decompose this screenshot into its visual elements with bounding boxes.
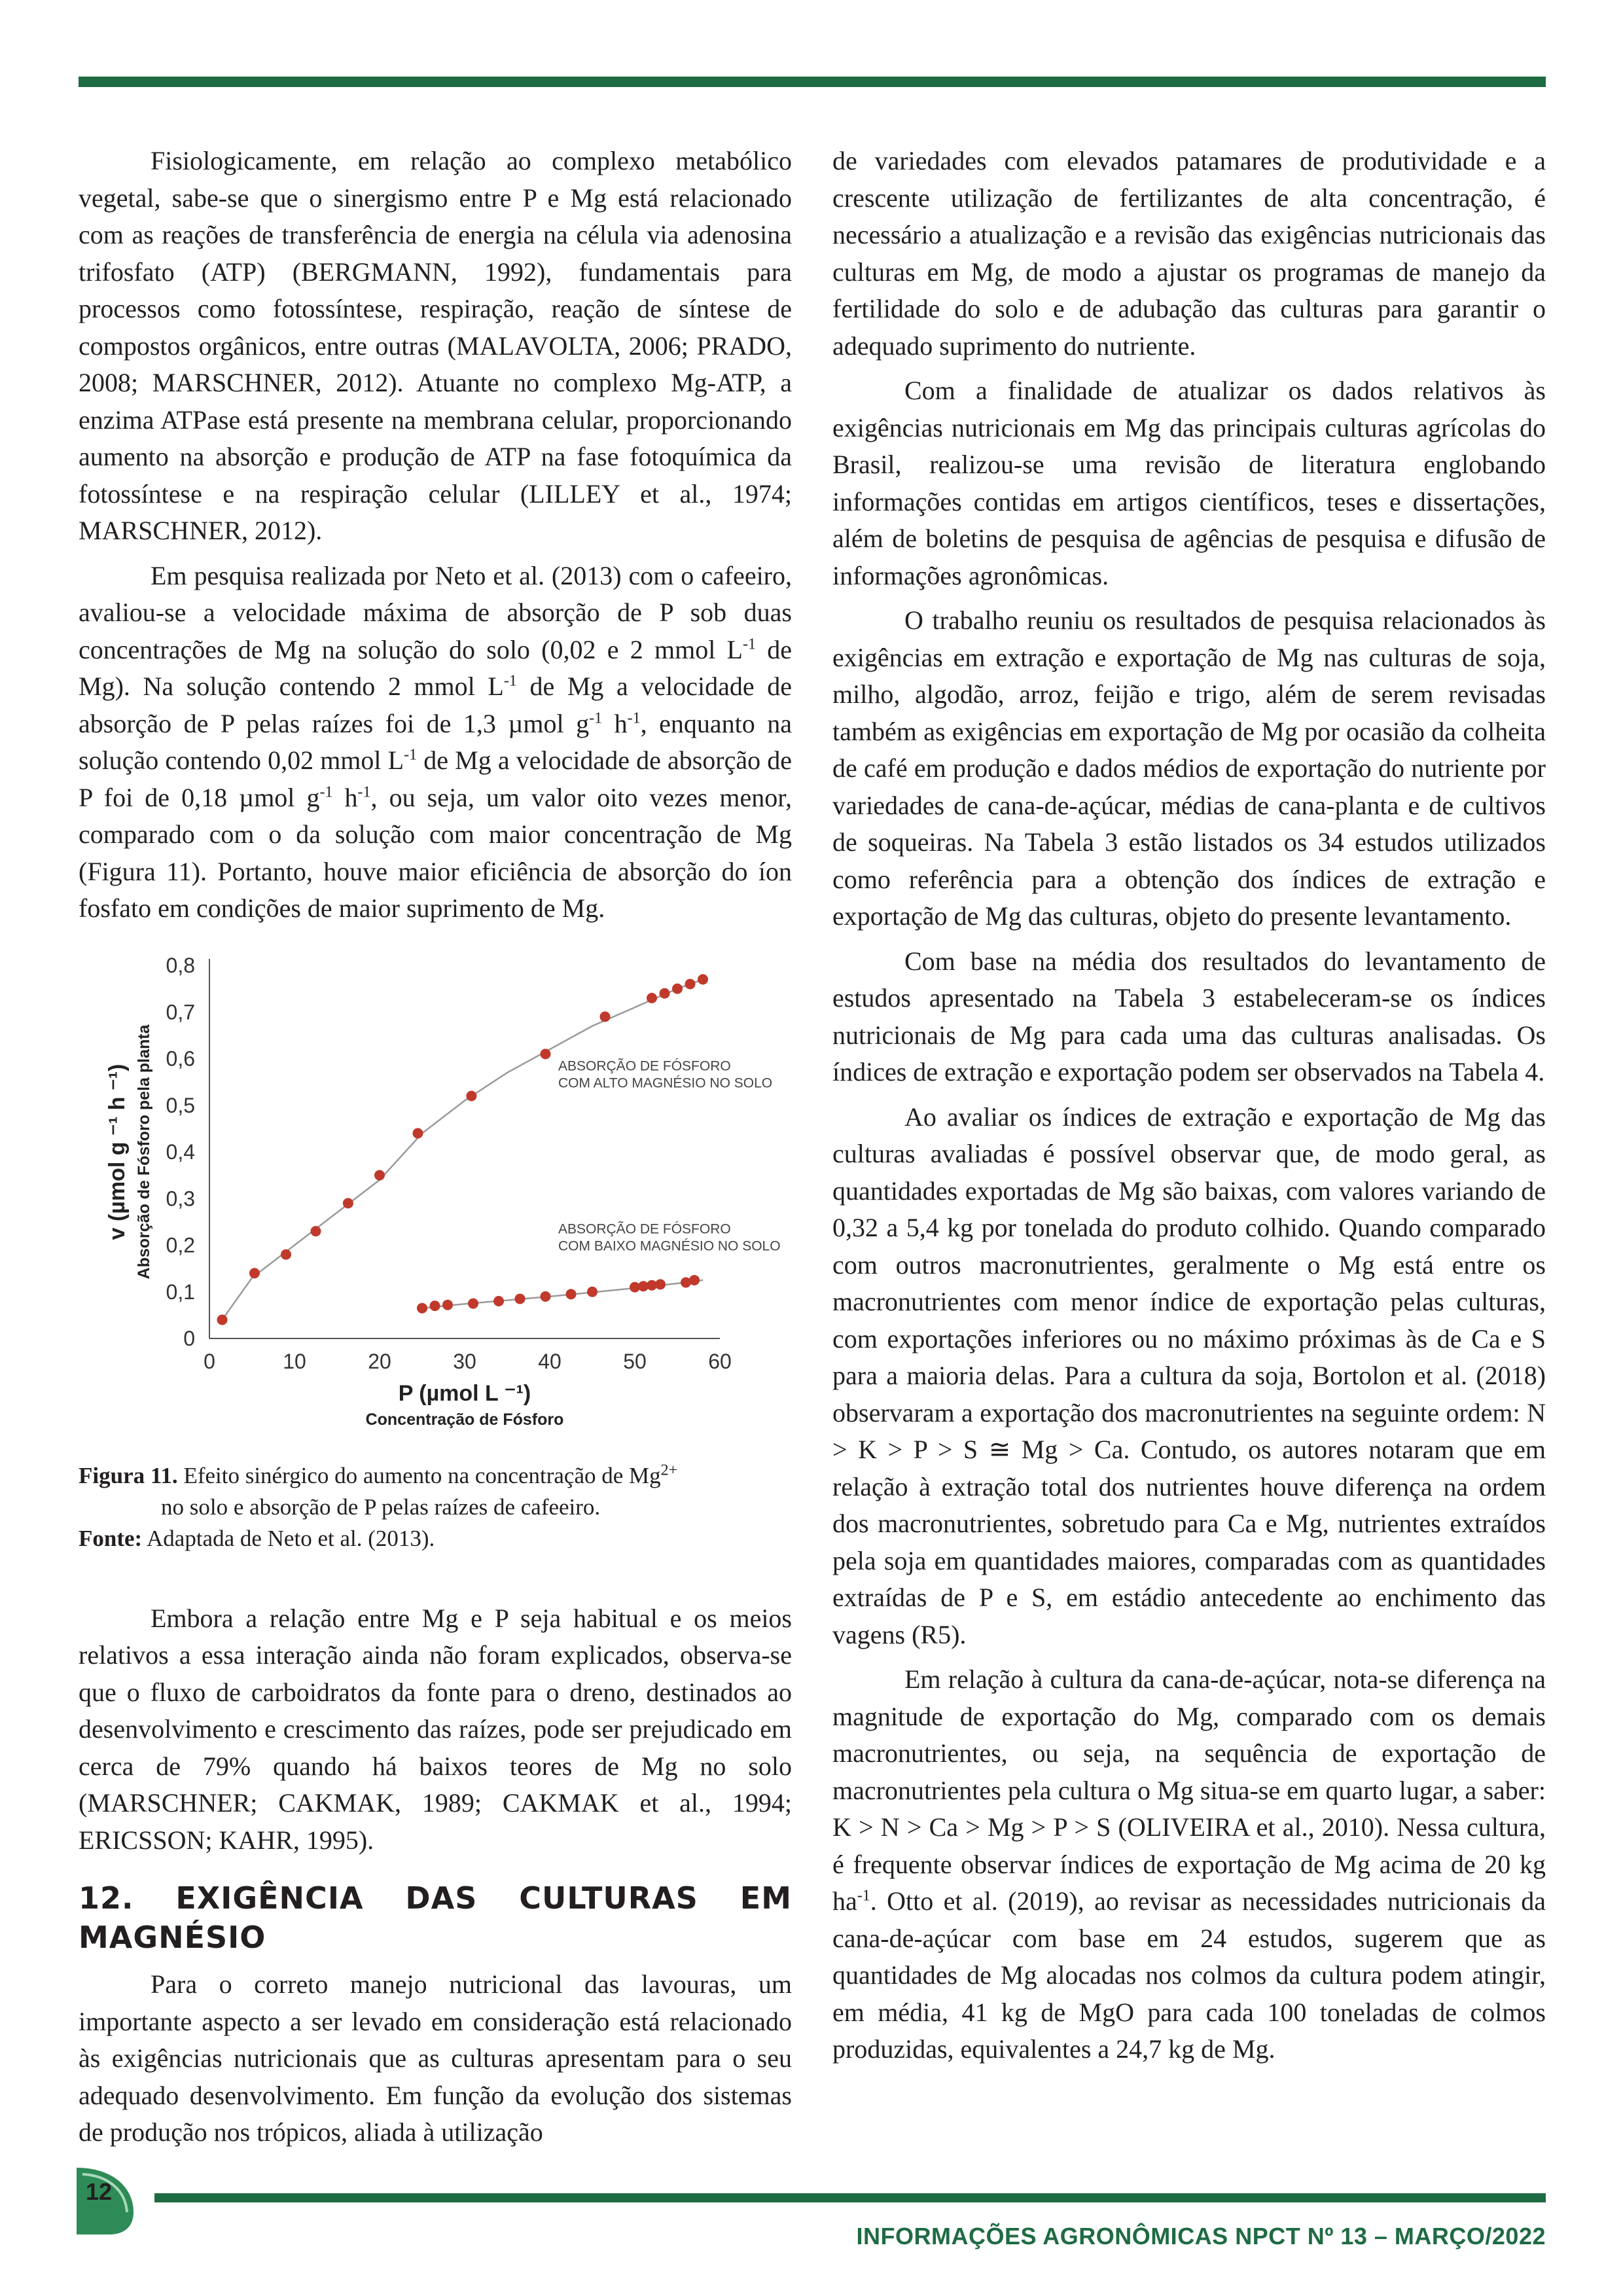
data-point-series-2 bbox=[587, 1286, 597, 1297]
x-axis-sublabel: Concentração de Fósforo bbox=[365, 1410, 564, 1429]
data-point-series-1 bbox=[374, 1170, 385, 1180]
data-point-series-2 bbox=[689, 1274, 700, 1285]
y-tick-label: 0,1 bbox=[166, 1280, 195, 1304]
data-point-series-1 bbox=[541, 1049, 551, 1059]
data-point-series-1 bbox=[698, 974, 708, 984]
paragraph: Fisiologicamente, em relação ao complexo metabólico vegetal, sabe-se que o sinergismo entre P e Mg está relacionado com as reações de transferência de energia na célula via adenosina trifosfato (ATP) (BERGMANN, 1992), fundamentais para processos como fotossíntese, respiração, reação de síntese de compostos orgânicos, entre outras (MALAVOLTA, 2006; PRADO, 2008; MARSCHNER, 2012). Atuante no complexo Mg-ATP, a enzima ATPase está presente na membrana celular, proporcionando aumento na absorção e produção de ATP na fase fotoquímica da fotossíntese e na respiração celular (LILLEY et al., 1974; MARSCHNER, 2012). bbox=[79, 146, 792, 545]
data-point-series-1 bbox=[343, 1198, 353, 1208]
paragraph: Com base na média dos resultados do levantamento de estudos apresentado na Tabela 3 estabeleceram-se os índices nutricionais de Mg para cada uma das culturas analisadas. Os índices de extração e exportação podem ser observados na Tabela 4. bbox=[832, 946, 1546, 1086]
data-point-series-1 bbox=[249, 1268, 260, 1278]
paragraph: Com a finalidade de atualizar os dados relativos às exigências nutricionais em Mg das principais culturas agrícolas do Brasil, realizou-se uma revisão de literatura englobando informações contidas em artigos científicos, teses e dissertações, além de boletins de pesquisa de agências de pesquisa e difusão de informações agronômicas. bbox=[832, 376, 1546, 590]
data-point-series-1 bbox=[672, 983, 683, 994]
y-tick-label: 0,8 bbox=[166, 953, 195, 977]
x-tick-label: 30 bbox=[453, 1349, 476, 1373]
data-point-series-1 bbox=[600, 1011, 611, 1022]
y-tick-label: 0 bbox=[183, 1326, 195, 1350]
paragraph: Ao avaliar os índices de extração e exportação de Mg das culturas avaliadas é possível observar que, de modo geral, as quantidades exportadas de Mg são baixas, com valores variando de 0,32 a 5,4 kg por tonelada do produto colhido. Quando comparado com outros macronutrientes, geralmente o Mg está entre os macronutrientes com menor índice de exportação pelas culturas, com exportações inferiores ou no máximo próximas às de Ca e S para a maioria delas. Para a cultura da soja, Bortolon et al. (2018) observaram a exportação dos macronutrientes na seguinte ordem: N > K > P > S ≅ Mg > Ca. Contudo, os autores notaram que em relação à extração total dos nutrientes houve diferença na ordem dos macronutrientes, sobretudo para Ca e Mg, nutrientes extraídos pela soja em quantidades maiores, comparadas com as quantidades extraídas de P e S, em estádio antecedente ao enchimento das vagens (R5). bbox=[832, 1102, 1546, 1649]
paragraph: Em relação à cultura da cana-de-açúcar, nota-se diferença na magnitude de exportação do Mg, comparado com os demais macronutrientes, ou seja, na sequência de exportação de macronutrientes pela cultura o Mg situa-se em quarto lugar, a saber: K > N > Ca > Mg > P > S (OLIVEIRA et al., 2010). Nessa cultura, é frequente observar índices de exportação de Mg acima de 20 kg $ha^{-1}$. Otto et al. (2019), ao revisar as necessidades nutricionais da cana-de-açúcar com base em 24 estudos, sugerem que as quantidades de Mg alocadas nos colmos da cultura podem atingir, em média, 41 kg de MgO para cada 100 toneladas de colmos produzidas, equivalentes a 24,7 kg de Mg. bbox=[832, 1664, 1546, 2064]
x-tick-label: 60 bbox=[708, 1349, 732, 1373]
figure-11-chart bbox=[79, 939, 792, 1456]
chart-svg bbox=[79, 939, 792, 1456]
data-point-series-1 bbox=[466, 1090, 476, 1101]
y-tick-label: 0,3 bbox=[166, 1186, 195, 1210]
paragraph: Para o correto manejo nutricional das lavouras, um importante aspecto a ser levado em consideração está relacionado às exigências nutricionais que as culturas apresentam para o seu adequado desenvolvimento. Em função da evolução dos sistemas de produção nos trópicos, aliada à utilização bbox=[79, 1969, 792, 2147]
y-axis-sublabel: Absorção de Fósforo pela planta bbox=[135, 1024, 153, 1279]
data-point-series-1 bbox=[413, 1128, 423, 1138]
x-tick-label: 50 bbox=[623, 1349, 647, 1373]
paragraph: Embora a relação entre Mg e P seja habitual e os meios relativos a essa interação ainda não foram explicados, observa-se que o fluxo de carboidratos da fonte para o dreno, destinados ao desenvolvimento e crescimento das raízes, pode ser prejudicado em cerca de 79% quando há baixos teores de Mg no solo (MARSCHNER; CAKMAK, 1989; CAKMAK et al., 1994; ERICSSON; KAHR, 1995). bbox=[79, 1603, 792, 1855]
data-point-series-2 bbox=[566, 1289, 577, 1299]
series-annotation-1: COM ALTO MAGNÉSIO NO SOLO bbox=[558, 1075, 773, 1090]
x-axis-label: P (µmol L ⁻¹) bbox=[398, 1380, 531, 1406]
x-tick-label: 10 bbox=[283, 1349, 306, 1373]
data-point-series-2 bbox=[442, 1299, 453, 1310]
footer-publication: INFORMAÇÕES AGRONÔMICAS NPCT Nº 13 – MARÇO/2022 bbox=[856, 2223, 1546, 2250]
source-label: Fonte: bbox=[79, 1525, 143, 1551]
data-point-series-1 bbox=[281, 1249, 291, 1259]
data-point-series-2 bbox=[417, 1302, 427, 1313]
paragraph: O trabalho reuniu os resultados de pesquisa relacionados às exigências em extração e exportação de Mg nas culturas de soja, milho, algodão, arroz, feijão e trigo, além de serem revisadas também as exigências em exportação de Mg por ocasião da colheita de café em produção e dados médios de exportação do nutriente por variedades de cana-de-açúcar, médias de cana-planta e de cultivos de soqueiras. Na Tabela 3 estão listados os 34 estudos utilizados como referência para a obtenção dos índices de extração e exportação de Mg das culturas, objeto do presente levantamento. bbox=[832, 605, 1546, 931]
data-point-series-2 bbox=[430, 1300, 440, 1311]
figure-caption: Figura 11. Efeito sinérgico do aumento na concentração de $Mg^{2+}$ no solo e absorção de P pelas raízes de cafeeiro. Fonte: Adaptada de Neto et al. (2013). bbox=[79, 1461, 678, 1551]
data-point-series-2 bbox=[655, 1279, 666, 1289]
y-axis-label: v (µmol g ⁻¹ h ⁻¹) bbox=[105, 1064, 130, 1240]
section-heading: 12. EXIGÊNCIA DAS CULTURAS EM MAGNÉSIO bbox=[79, 1880, 792, 1955]
caption-label: Figura 11. bbox=[79, 1462, 178, 1488]
x-tick-label: 40 bbox=[538, 1349, 562, 1373]
data-point-series-2 bbox=[515, 1293, 526, 1304]
paragraph: de variedades com elevados patamares de produtividade e a crescente utilização de fertilizantes de alta concentração, é necessário a atualização e a revisão das exigências nutricionais das culturas em Mg, de modo a ajustar os programas de manejo da fertilidade do solo e de adubação das culturas para garantir o adequado suprimento do nutriente. bbox=[832, 146, 1546, 361]
footer-bar bbox=[154, 2193, 1546, 2202]
trend-curve-1 bbox=[223, 979, 704, 1319]
data-point-series-1 bbox=[685, 978, 696, 989]
x-tick-label: 0 bbox=[204, 1349, 215, 1373]
series-annotation-1: ABSORÇÃO DE FÓSFORO bbox=[558, 1058, 731, 1073]
data-point-series-1 bbox=[647, 992, 657, 1003]
series-annotation-2: ABSORÇÃO DE FÓSFORO bbox=[558, 1221, 731, 1237]
y-tick-label: 0,6 bbox=[166, 1047, 195, 1070]
data-point-series-2 bbox=[493, 1296, 504, 1306]
header-bar bbox=[79, 77, 1546, 87]
data-point-series-2 bbox=[468, 1298, 478, 1308]
y-tick-label: 0,7 bbox=[166, 999, 195, 1024]
page-number: 12 bbox=[85, 2178, 113, 2205]
left-column bbox=[79, 143, 792, 2159]
data-point-series-1 bbox=[311, 1226, 321, 1236]
paragraph: Em pesquisa realizada por Neto et al. (2013) com o cafeeiro, avaliou-se a velocidade máxima de absorção de P sob duas concentrações de Mg na solução do solo (0,02 e 2 mmol $L^{-1}$ de Mg). Na solução contendo 2 mmol $L^{-1}$ de Mg a velocidade de absorção de P pelas raízes foi de 1,3 µmol $g^{-1}$ $h^{-1}$, enquanto na solução contendo 0,02 mmol $L^{-1}$ de Mg a velocidade de absorção de P foi de 0,18 µmol $g^{-1}$ $h^{-1}$, ou seja, um valor oito vezes menor, comparado com o da solução com maior concentração de Mg (Figura 11). Portanto, houve maior eficiência de absorção do íon fosfato em condições de maior suprimento de Mg. bbox=[79, 560, 793, 923]
data-point-series-1 bbox=[660, 988, 670, 998]
right-column bbox=[832, 143, 1546, 2076]
series-annotation-2: COM BAIXO MAGNÉSIO NO SOLO bbox=[558, 1238, 781, 1254]
y-tick-label: 0,5 bbox=[166, 1093, 195, 1117]
data-point-series-1 bbox=[217, 1314, 228, 1325]
y-tick-label: 0,4 bbox=[166, 1139, 195, 1164]
x-tick-label: 20 bbox=[368, 1349, 391, 1373]
data-point-series-2 bbox=[541, 1291, 551, 1301]
y-tick-label: 0,2 bbox=[166, 1233, 195, 1257]
